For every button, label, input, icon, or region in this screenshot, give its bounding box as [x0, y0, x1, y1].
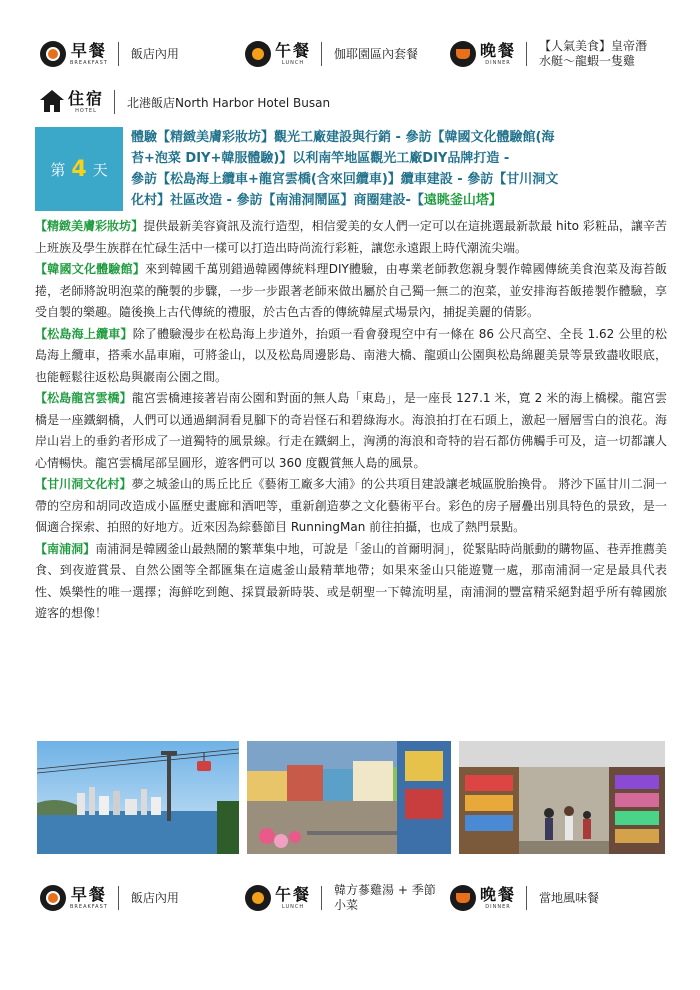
photo-strip: [37, 741, 665, 854]
paragraph: [35, 388, 667, 474]
breakfast-heading-en: BREAKFAST: [70, 904, 108, 910]
paragraph-text: 除了體驗漫步在松島海上步道外，抬頭一看會發現空中有一條在 86 公尺高空、全長 1.62 公里的松島海上纜車，搭乘水晶車廂，可將釜山，以及松島周邊影島、南港大橋、龍頭山公園與松島綿麗美景等景致盡收眼底，也能輕鬆往返松島與巖南公園之間。: [35, 326, 667, 384]
day-title-line: 化村】社區改造 - 參訪【南浦洞鬧區】商圈建設-【遠眺釜山塔】: [131, 193, 502, 208]
dinner-heading: 晚餐: [480, 41, 517, 60]
breakfast-heading: 早餐: [70, 41, 107, 60]
day-number: 4: [71, 156, 87, 182]
paragraph-label: 【甘川洞文化村】: [35, 477, 132, 491]
lunch-heading: 午餐: [275, 41, 312, 60]
divider: [321, 886, 322, 910]
day-title-line: 體驗【精緻美膚彩妝坊】觀光工廠建設與行銷 - 參訪【韓國文化體驗館(海: [131, 130, 555, 145]
dinner-heading-en: DINNER: [485, 60, 511, 66]
gamcheon-village-photo: [247, 741, 451, 854]
lunch-heading-en: LUNCH: [281, 60, 305, 66]
day-title-tail: 遠眺釜山塔】: [423, 193, 502, 208]
lunch-block: [245, 36, 418, 72]
dinner-block: [450, 880, 599, 916]
paragraph-label: 【韓國文化體驗館】: [35, 262, 146, 276]
nampo-market-photo: [459, 741, 665, 854]
lunch-heading-en: LUNCH: [281, 904, 305, 910]
paragraph-text: 夢之城釜山的馬丘比丘《藝術工廠多大浦》的公共項目建設讓老城區脫胎換骨。 將沙下區甘川二洞一帶的空房和胡同改造成小區歷史畫廊和酒吧等，重新創造夢之文化藝術平台。彩色的房子層疊出別具特色的景致，是一個適合探索、拍照的好地方。近來因為綜藝節目 RunningMan 前往拍攝，也成了熱門景點。: [35, 477, 667, 534]
day-prefix: 第: [50, 160, 66, 179]
day-header: [35, 127, 667, 211]
divider: [114, 90, 115, 114]
dinner-text-line2: 水艇～龍蝦一隻雞: [539, 54, 636, 68]
dinner-heading: 晚餐: [480, 885, 517, 904]
dinner-text: 當地風味餐: [539, 890, 600, 905]
paragraph-text: 提供最新美容資訊及流行造型，相信愛美的女人們一定可以在這挑選最新款最 hito 彩粧品，讓辛苦上班族及學生族群在忙碌生活中一樣可以打造出時尚流行彩粧，讓您永遠跟上時代潮流尖端。: [35, 219, 667, 255]
itinerary-description: [35, 216, 667, 625]
house-icon: [40, 90, 64, 114]
day-title-line: 苔+泡菜 DIY+韓服體驗)】以利南竿地區觀光工廠DIY品牌打造 -: [131, 151, 510, 166]
cable-car-photo: [37, 741, 239, 854]
lunch-sun-icon: [245, 41, 271, 67]
meals-bottom-row: [40, 880, 670, 916]
paragraph-label: 【南浦洞】: [35, 541, 96, 556]
paragraph: [35, 539, 667, 625]
hotel-heading-en: HOTEL: [75, 108, 97, 114]
lunch-sun-icon: [245, 885, 271, 911]
breakfast-text: 飯店內用: [130, 890, 179, 905]
lunch-text-line1: 韓方蔘雞湯 + 季節: [334, 883, 436, 897]
day-badge: [35, 127, 123, 211]
hotel-heading: 住宿: [68, 89, 105, 108]
breakfast-text: 飯店內用: [130, 46, 179, 61]
breakfast-heading-en: BREAKFAST: [70, 60, 108, 66]
hotel-row: [40, 82, 330, 122]
dinner-block: [450, 36, 647, 72]
breakfast-block: [40, 36, 179, 72]
dinner-cloche-icon: [450, 885, 476, 911]
paragraph: [35, 474, 667, 539]
day-title-line: 參訪【松島海上纜車+龍宮雲橋(含來回纜車)】纜車建設 - 參訪【甘川洞文: [131, 172, 559, 187]
lunch-text: [334, 883, 436, 913]
paragraph-text: 龍宮雲橋連接著岩南公園和對面的無人島「東島」，是一座長 127.1 米，寬 2 米的海上橋樑。龍宮雲橋是一座鐵網橋，人們可以通過網洞看見腳下的奇岩怪石和碧綠海水。海浪拍打在石頭上，激起一層層雪白的浪花。海岸山岩上的垂釣者形成了一道獨特的風景線。行走在鐵網上，洶湧的海浪和奇特的岩石都仿佛觸手可及，這一切都讓人心情暢快。龍宮雲橋尾部呈圓形，遊客們可以 360 度觀賞無人島的風景。: [35, 391, 667, 470]
breakfast-block: [40, 880, 179, 916]
divider: [526, 886, 527, 910]
breakfast-plate-icon: [40, 41, 66, 67]
breakfast-heading: 早餐: [70, 885, 107, 904]
hotel-name: 北港飯店North Harbor Hotel Busan: [127, 95, 331, 110]
divider: [118, 886, 119, 910]
lunch-heading: 午餐: [275, 885, 312, 904]
dinner-heading-en: DINNER: [485, 904, 511, 910]
dinner-text-line1: 【人氣美食】皇帝潛: [539, 39, 648, 53]
dinner-text: [539, 39, 647, 69]
lunch-text: 伽耶園區內套餐: [334, 46, 419, 61]
lunch-text-line2: 小菜: [334, 898, 359, 912]
breakfast-plate-icon: [40, 885, 66, 911]
day-title: [123, 127, 667, 211]
paragraph: [35, 216, 667, 259]
paragraph-label: 【松島龍宮雲橋】: [35, 391, 132, 405]
divider: [118, 42, 119, 66]
paragraph: [35, 259, 667, 324]
paragraph-label: 【精緻美膚彩妝坊】: [35, 219, 144, 233]
paragraph-label: 【松島海上纜車】: [35, 326, 133, 341]
divider: [321, 42, 322, 66]
paragraph: [35, 324, 667, 389]
divider: [526, 42, 527, 66]
day-suffix: 天: [92, 160, 108, 179]
paragraph-text: 南浦洞是韓國釜山最熱鬧的繁華集中地，可說是「釜山的首爾明洞」，從緊貼時尚脈動的購物區、巷弄推薦美食、到夜遊賞景、自然公園等全都匯集在這處釜山最精華地帶；如果來釜山只能遊覽一處，那南浦洞一定是最具代表性、娛樂性的唯一選擇；海鮮吃到飽、採買最新時裝、或是朝聖一下韓流明星，南浦洞的豐富精采絕對超乎所有韓國旅遊客的想像！: [35, 541, 667, 620]
paragraph-text: 來到韓國千萬別錯過韓國傳統料理DIY體驗，由專業老師教您親身製作韓國傳統美食泡菜及海苔飯捲，老師將說明泡菜的醃製的步驟，一步一步跟著老師來做出屬於自己獨一無二的泡菜，並安排海苔飯捲製作體驗，享受自製的樂趣。隨後換上古代傳統的禮服，於古色古香的傳統韓屋式場景內，捕捉美麗的倩影。: [35, 262, 667, 319]
meals-top-row: [40, 36, 670, 72]
dinner-cloche-icon: [450, 41, 476, 67]
lunch-block: [245, 880, 436, 916]
